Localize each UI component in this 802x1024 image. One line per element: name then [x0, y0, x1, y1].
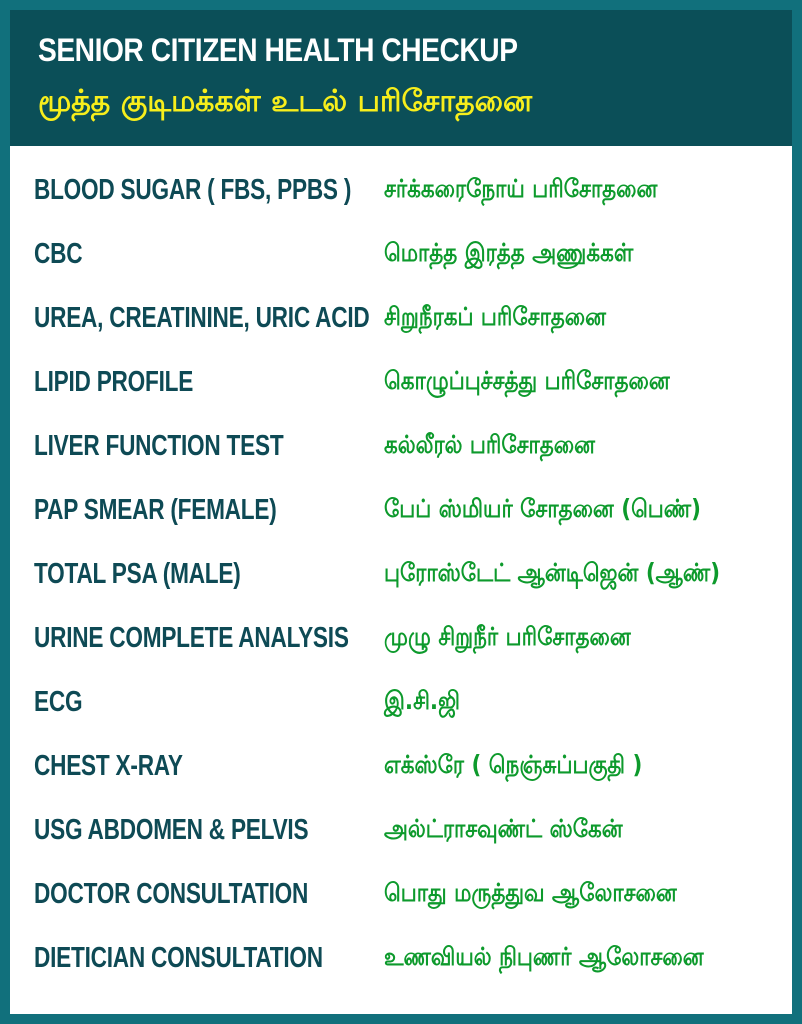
test-name-english: CBC: [34, 238, 83, 270]
test-name-english: LIVER FUNCTION TEST: [34, 430, 284, 462]
test-row: [10, 930, 792, 986]
test-list-panel: [10, 146, 792, 1014]
test-name-tamil: சர்க்கரைநோய் பரிசோதனை: [384, 174, 658, 203]
test-row: [10, 546, 792, 602]
test-name-english: PAP SMEAR (FEMALE): [34, 494, 277, 526]
test-name-tamil: மொத்த இரத்த அணுக்கள்: [384, 238, 634, 267]
test-name-tamil: கல்லீரல் பரிசோதனை: [384, 430, 595, 459]
test-name-english: UREA, CREATININE, URIC ACID: [34, 302, 370, 334]
test-name-tamil: உணவியல் நிபுணர் ஆலோசனை: [384, 942, 704, 971]
test-name-tamil: புரோஸ்டேட் ஆன்டிஜென் (ஆண்): [384, 558, 721, 587]
test-name-english: DIETICIAN CONSULTATION: [34, 942, 323, 974]
header-banner: [10, 10, 792, 146]
test-row: [10, 738, 792, 794]
test-row: [10, 226, 792, 282]
test-name-tamil: சிறுநீரகப் பரிசோதனை: [384, 302, 607, 331]
test-row: [10, 354, 792, 410]
test-name-english: USG ABDOMEN & PELVIS: [34, 814, 309, 846]
test-name-tamil: முழு சிறுநீர் பரிசோதனை: [384, 622, 631, 651]
test-row: [10, 162, 792, 218]
test-name-english: BLOOD SUGAR ( FBS, PPBS ): [34, 174, 352, 206]
test-name-tamil: பேப் ஸ்மியர் சோதனை (பெண்): [384, 494, 701, 523]
test-name-english: DOCTOR CONSULTATION: [34, 878, 309, 910]
test-row: [10, 802, 792, 858]
test-name-english: URINE COMPLETE ANALYSIS: [34, 622, 349, 654]
test-row: [10, 674, 792, 730]
test-row: [10, 610, 792, 666]
test-row: [10, 482, 792, 538]
test-name-tamil: இ.சி.ஜி: [384, 686, 460, 715]
test-name-english: CHEST X-RAY: [34, 750, 183, 782]
test-row: [10, 418, 792, 474]
test-name-tamil: கொழுப்புச்சத்து பரிசோதனை: [384, 366, 670, 395]
test-name-english: TOTAL PSA (MALE): [34, 558, 241, 590]
title-english: SENIOR CITIZEN HEALTH CHECKUP: [38, 32, 518, 68]
test-name-english: ECG: [34, 686, 83, 718]
test-name-tamil: பொது மருத்துவ ஆலோசனை: [384, 878, 677, 907]
test-name-english: LIPID PROFILE: [34, 366, 194, 398]
title-tamil: மூத்த குடிமக்கள் உடல் பரிசோதனை: [38, 84, 533, 119]
test-row: [10, 290, 792, 346]
test-name-tamil: எக்ஸ்ரே ( நெஞ்சுப்பகுதி ): [384, 750, 643, 779]
test-name-tamil: அல்ட்ராசவுண்ட் ஸ்கேன்: [384, 814, 623, 843]
test-row: [10, 866, 792, 922]
